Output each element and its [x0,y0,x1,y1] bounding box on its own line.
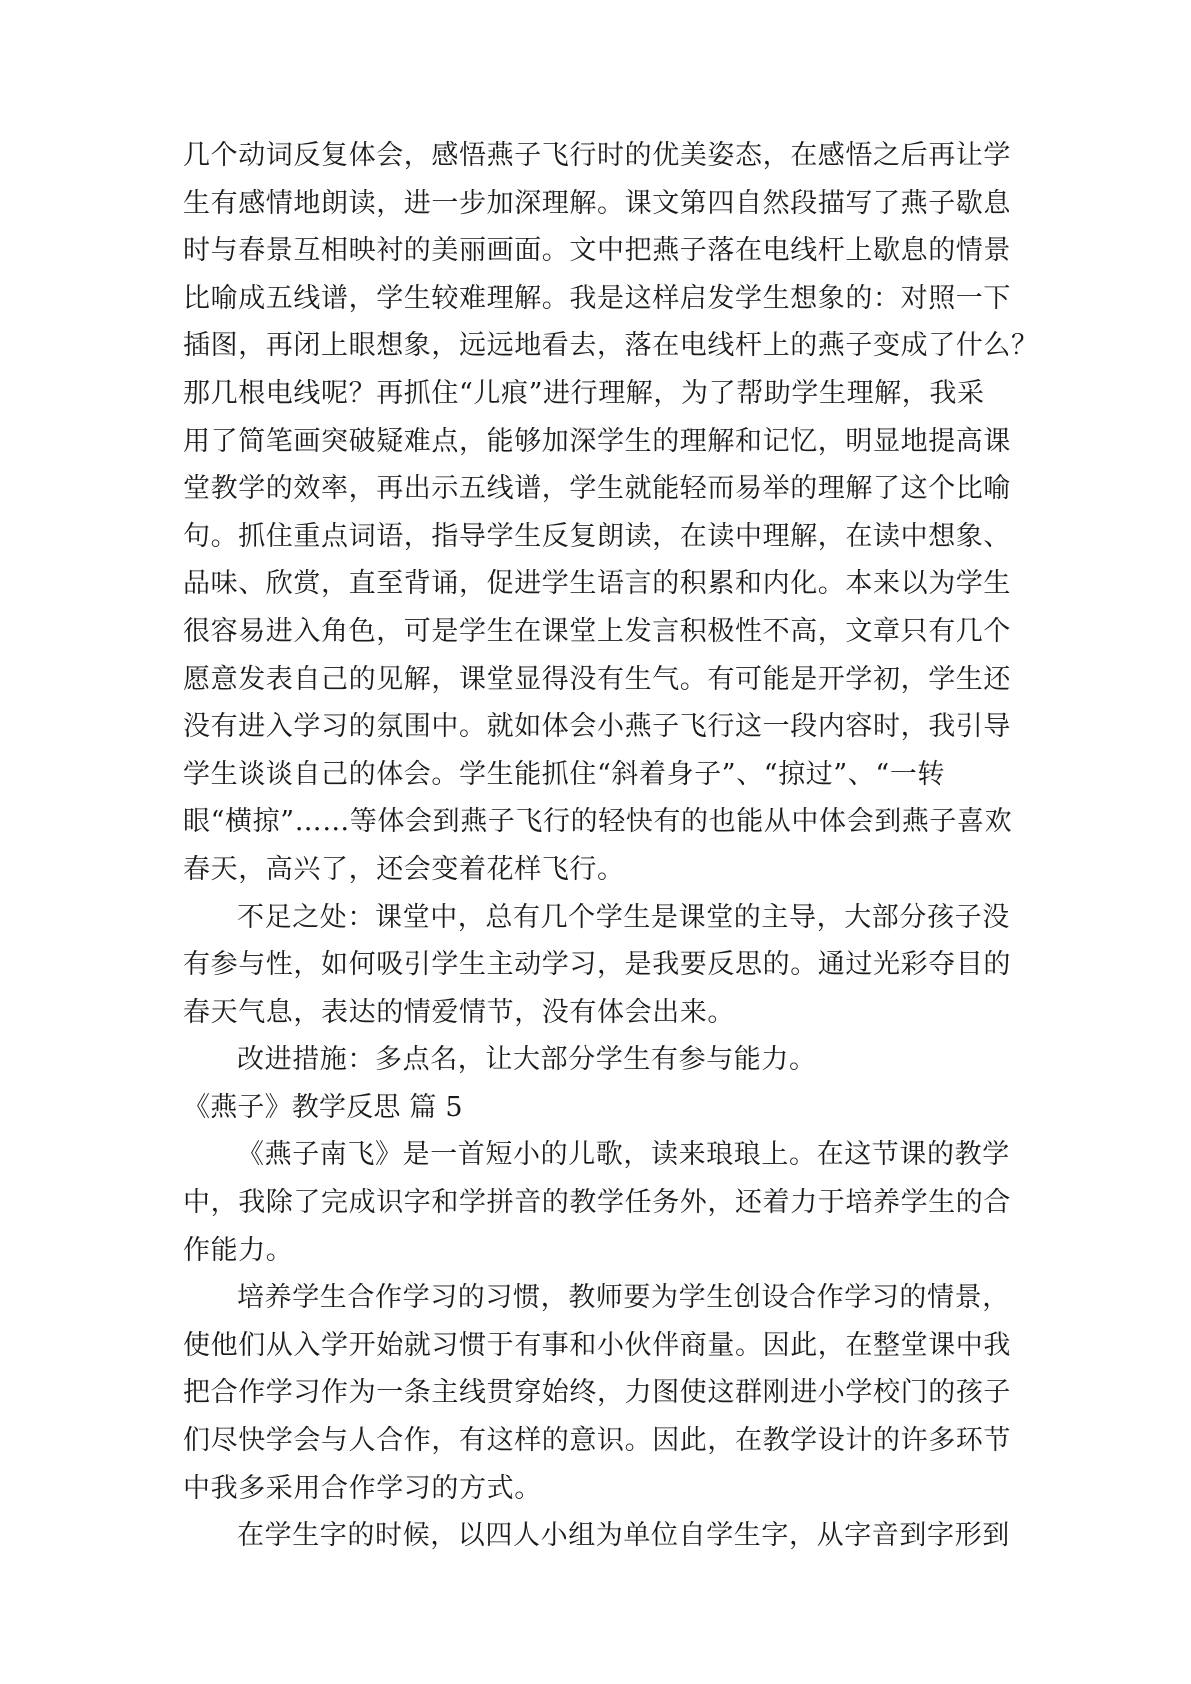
text-line: 品味、欣赏，直至背诵，促进学生语言的积累和内化。本来以为学生 [183,568,1011,600]
document-body [183,132,1039,1560]
text-line: 在学生字的时候，以四人小组为单位自学生字，从字音到字形到 [237,1520,1010,1552]
text-line: 用了简笔画突破疑难点，能够加深学生的理解和记忆，明显地提高课 [183,425,1011,457]
text-line: 愿意发表自己的见解，课堂显得没有生气。有可能是开学初，学生还 [183,663,1011,695]
text-line: 春天气息，表达的情爱情节，没有体会出来。 [183,996,735,1028]
text-line: 使他们从入学开始就习惯于有事和小伙伴商量。因此，在整堂课中我 [183,1329,1011,1361]
text-line: 生有感情地朗读，进一步加深理解。课文第四自然段描写了燕子歇息 [183,187,1011,219]
text-line: 《燕子南飞》是一首短小的儿歌，读来琅琅上。在这节课的教学 [237,1139,1010,1171]
text-line: 时与春景互相映衬的美丽画面。文中把燕子落在电线杆上歇息的情景 [183,235,1011,267]
text-line: 句。抓住重点词语，指导学生反复朗读，在读中理解，在读中想象、 [183,520,1011,552]
text-line: 改进措施：多点名，让大部分学生有参与能力。 [237,1044,817,1076]
text-line: 没有进入学习的氛围中。就如体会小燕子飞行这一段内容时，我引导 [183,711,1011,743]
text-line: 不足之处：课堂中，总有几个学生是课堂的主导，大部分孩子没 [237,901,1010,933]
text-line: 那几根电线呢？再抓住“儿痕”进行理解，为了帮助学生理解，我采 [183,377,985,409]
text-line: 眼“横掠”……等体会到燕子飞行的轻快有的也能从中体会到燕子喜欢 [183,806,1013,838]
text-line: 中，我除了完成识字和学拼音的教学任务外，还着力于培养学生的合 [183,1187,1011,1219]
text-line: 春天，高兴了，还会变着花样飞行。 [183,853,625,885]
text-line: 堂教学的效率，再出示五线谱，学生就能轻而易举的理解了这个比喻 [183,473,1011,505]
text-line: 培养学生合作学习的习惯，教师要为学生创设合作学习的情景， [237,1282,1010,1314]
text-line: 很容易进入角色，可是学生在课堂上发言积极性不高，文章只有几个 [183,615,1011,647]
text-line: 中我多采用合作学习的方式。 [183,1472,542,1504]
text-line: 作能力。 [183,1234,294,1266]
text-line: 比喻成五线谱，学生较难理解。我是这样启发学生想象的：对照一下 [183,282,1011,314]
text-line: 插图，再闭上眼想象，远远地看去，落在电线杆上的燕子变成了什么？ [183,330,1039,362]
text-line: 有参与性，如何吸引学生主动学习，是我要反思的。通过光彩夺目的 [183,949,1011,981]
text-line: 学生谈谈自己的体会。学生能抓住“斜着身子”、“掠过”、“一转 [183,758,946,790]
text-line: 们尽快学会与人合作，有这样的意识。因此，在教学设计的许多环节 [183,1425,1011,1457]
text-line: 把合作学习作为一条主线贯穿始终，力图使这群刚进小学校门的孩子 [183,1377,1011,1409]
section-heading: 《燕子》教学反思 篇 5 [183,1091,463,1123]
text-line: 几个动词反复体会，感悟燕子飞行时的优美姿态，在感悟之后再让学 [183,140,1011,171]
